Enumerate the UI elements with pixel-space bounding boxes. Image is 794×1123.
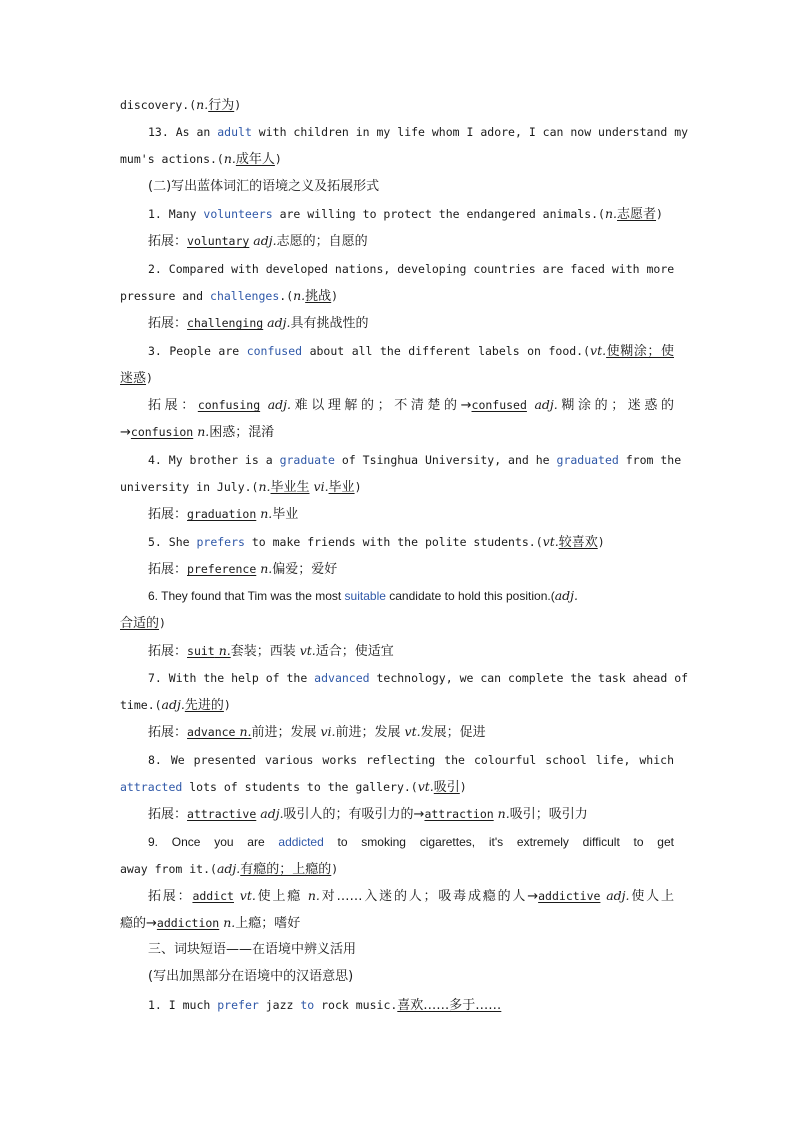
- text-line: [120, 776, 674, 798]
- text-span: ): [274, 152, 282, 166]
- meaning: 困惑；混淆: [209, 425, 275, 440]
- meaning: 使人上: [629, 889, 674, 904]
- part-of-speech: adj.: [256, 806, 284, 821]
- expansion-line: [148, 558, 674, 580]
- expansion-word: challenging: [187, 316, 264, 330]
- expansion-label: 拓展：: [148, 807, 188, 822]
- part-of-speech: n.: [258, 479, 271, 494]
- meaning: 糊涂的；迷惑的: [557, 398, 674, 413]
- text-span: 7. With the help of the: [148, 671, 315, 685]
- blue-vocab-word: prefer: [217, 998, 259, 1012]
- answer: 挑战: [305, 289, 332, 304]
- text-line: [148, 449, 682, 471]
- text-line: [120, 367, 674, 389]
- text-span: 4. My brother is a: [148, 453, 280, 467]
- text-span: ): [354, 480, 362, 494]
- expansion-word: confusing: [197, 398, 261, 412]
- blue-vocab-word: attracted: [120, 780, 183, 794]
- part-of-speech: n.: [223, 151, 236, 166]
- part-of-speech: adj.: [161, 697, 185, 712]
- text-span: ): [234, 98, 242, 112]
- meaning: 对……入迷的人；吸毒成瘾的人→: [319, 889, 539, 904]
- blue-vocab-word: addicted: [278, 835, 324, 849]
- part-of-speech: n.: [256, 561, 273, 576]
- text-span: discovery.(: [120, 98, 197, 112]
- expansion-label: 拓展：: [148, 644, 188, 659]
- part-of-speech: adj.: [600, 888, 630, 903]
- text-line: [120, 694, 674, 716]
- part-of-speech: adj.: [263, 315, 291, 330]
- blue-vocab-word: challenges: [210, 289, 280, 303]
- text-line: [148, 340, 674, 362]
- answer: 行为: [208, 98, 235, 113]
- expansion-line: [148, 312, 674, 334]
- answer: 毕业: [328, 480, 355, 495]
- blue-vocab-word: suitable: [344, 589, 386, 603]
- expansion-line: [148, 230, 674, 252]
- text-span: 1. Many: [148, 207, 204, 221]
- text-span: pressure and: [120, 289, 211, 303]
- text-line: [120, 612, 674, 634]
- blue-vocab-word: prefers: [196, 535, 245, 549]
- answer: 毕业生: [270, 480, 310, 495]
- text-span: of Tsinghua University, and he: [334, 453, 557, 467]
- expansion-word: addictive: [538, 889, 601, 903]
- part-of-speech: n.: [493, 806, 510, 821]
- text-span: technology, we can complete the task ahead of: [369, 671, 689, 685]
- part-of-speech: n.: [302, 888, 320, 903]
- text-span: time.(: [120, 698, 162, 712]
- expansion-word: voluntary: [187, 234, 250, 248]
- meaning: 吸引；吸引力: [509, 807, 588, 822]
- part-of-speech: vt.: [233, 888, 256, 903]
- text-line: 2. Compared with developed nations, developing countries are faced with more: [148, 262, 675, 276]
- meaning: 前进；发展: [251, 725, 317, 740]
- answer: 有瘾的；上瘾的: [240, 862, 332, 877]
- text-span: about all the different labels on food.(: [302, 344, 591, 358]
- section-heading: (二)写出蓝体词汇的语境之义及拓展形式: [148, 179, 380, 194]
- blue-vocab-word: graduated: [556, 453, 619, 467]
- part-of-speech: n.: [193, 424, 210, 439]
- meaning: 上瘾；嗜好: [235, 916, 301, 931]
- text-span: .(: [279, 289, 294, 303]
- part-of-speech: adj.: [526, 397, 558, 412]
- text-line: [148, 831, 674, 853]
- expansion-word: advance: [187, 725, 236, 739]
- expansion-line: [148, 803, 674, 825]
- expansion-word: confused: [471, 398, 527, 412]
- part-of-speech: adj.: [216, 861, 241, 876]
- section-heading: 三、词块短语——在语境中辨义活用: [148, 942, 357, 957]
- text-line: [148, 121, 689, 143]
- meaning: 发展；促进: [420, 725, 486, 740]
- part-of-speech: vt.: [590, 343, 607, 358]
- meaning: 偏爱；爱好: [272, 562, 338, 577]
- expansion-label: 拓展：: [148, 725, 188, 740]
- meaning: 套装；西装: [230, 644, 296, 659]
- part-of-speech: vt.: [417, 779, 434, 794]
- text-line: [148, 585, 674, 607]
- text-span: ): [223, 698, 231, 712]
- text-span: university in July.(: [120, 480, 259, 494]
- part-of-speech: vt.: [295, 643, 316, 658]
- expansion-label: 拓展：: [148, 889, 193, 904]
- expansion-word: preference: [187, 562, 257, 576]
- expansion-word: attractive: [187, 807, 257, 821]
- text-line: [148, 667, 689, 689]
- expansion-line: [120, 421, 674, 443]
- expansion-word: attraction: [424, 807, 494, 821]
- expansion-word: graduation: [187, 507, 257, 521]
- answer: 吸引: [433, 780, 460, 795]
- answer: 较喜欢: [558, 535, 598, 550]
- text-span: 5. She: [148, 535, 197, 549]
- expansion-label: 拓展：: [148, 234, 188, 249]
- meaning: 适合；使适宜: [315, 644, 394, 659]
- expansion-line: [148, 640, 674, 662]
- text-span: ): [656, 207, 663, 221]
- answer: 使糊涂；使: [606, 344, 674, 359]
- meaning: 毕业: [272, 507, 299, 522]
- part-of-speech: n.: [293, 288, 306, 303]
- meaning: 使上瘾: [255, 889, 303, 904]
- text-span: from the: [618, 453, 682, 467]
- expansion-line: [148, 503, 674, 525]
- expansion-label: 拓展：: [148, 507, 188, 522]
- text-span: mum's actions.(: [120, 152, 224, 166]
- answer: 喜欢……多于……: [397, 998, 502, 1013]
- text-line: [120, 94, 674, 116]
- text-line: [120, 148, 674, 170]
- text-span: are willing to protect the endangered animals.(: [272, 207, 605, 221]
- meaning: 瘾的→: [120, 916, 157, 931]
- text-line: 8. We presented various works reflecting the colourful school life, which: [148, 753, 674, 767]
- blue-vocab-word: graduate: [279, 453, 335, 467]
- answer: 合适的: [120, 616, 160, 631]
- answer: 迷惑: [120, 371, 147, 386]
- text-line: [120, 858, 674, 880]
- text-span: ): [331, 289, 339, 303]
- text-span: 13. As an: [148, 125, 218, 139]
- text-line: [148, 531, 674, 553]
- meaning: 志愿的；自愿的: [276, 234, 368, 249]
- text-span: 1. I much: [148, 998, 218, 1012]
- blue-vocab-word: volunteers: [203, 207, 273, 221]
- part-of-speech: vt.: [542, 534, 559, 549]
- expansion-label: 拓展：: [148, 398, 198, 413]
- text-line: [120, 476, 674, 498]
- section-note: (写出加黑部分在语境中的汉语意思): [148, 969, 354, 984]
- text-span: 6. They found that Tim was the most: [148, 589, 345, 603]
- part-of-speech: n.: [235, 724, 252, 739]
- part-of-speech: vi.: [309, 479, 329, 494]
- answer: 成年人: [235, 152, 275, 167]
- expansion-word: addict: [192, 889, 234, 903]
- text-span: rock music.: [314, 998, 398, 1012]
- expansion-line: [148, 721, 674, 743]
- expansion-word: confusion: [130, 425, 194, 439]
- blue-vocab-word: adult: [217, 125, 252, 139]
- expansion-label: 拓展：: [148, 316, 188, 331]
- text-span: 9. Once you are: [148, 835, 279, 849]
- text-line: [148, 994, 674, 1016]
- part-of-speech: adj.: [249, 233, 277, 248]
- part-of-speech: vt.: [400, 724, 421, 739]
- text-span: to smoking cigarettes, it's extremely difficult to get: [323, 835, 674, 849]
- text-span: candidate to hold this position.(: [385, 589, 555, 603]
- expansion-label: 拓展：: [148, 562, 188, 577]
- part-of-speech: n.: [604, 206, 618, 221]
- part-of-speech: vi.: [316, 724, 336, 739]
- blue-vocab-word: confused: [246, 344, 303, 358]
- answer: 志愿者: [617, 207, 657, 222]
- text-line: [148, 203, 674, 225]
- part-of-speech: n.: [214, 643, 231, 658]
- blue-vocab-word: to: [300, 998, 315, 1012]
- meaning: 难以理解的；不清楚的→: [291, 398, 472, 413]
- meaning: 前进；发展: [335, 725, 401, 740]
- arrow: →: [120, 425, 131, 440]
- text-span: ): [159, 616, 166, 630]
- text-span: ): [146, 371, 153, 385]
- part-of-speech: n.: [196, 97, 209, 112]
- text-span: to make friends with the polite students.(: [244, 535, 543, 549]
- expansion-line: [148, 885, 674, 907]
- text-span: lots of students to the gallery.(: [182, 780, 418, 794]
- text-span: ): [459, 780, 467, 794]
- answer: 先进的: [184, 698, 224, 713]
- part-of-speech: n.: [219, 915, 236, 930]
- part-of-speech: adj.: [554, 588, 579, 603]
- text-span: with children in my life whom I adore, I can now understand my: [251, 125, 689, 139]
- expansion-word: suit: [187, 644, 215, 658]
- expansion-word: addiction: [156, 916, 220, 930]
- blue-vocab-word: advanced: [314, 671, 370, 685]
- part-of-speech: adj.: [260, 397, 292, 412]
- text-span: away from it.(: [120, 862, 217, 876]
- text-span: ): [331, 862, 339, 876]
- text-span: jazz: [258, 998, 301, 1012]
- expansion-line: [120, 912, 674, 934]
- meaning: 具有挑战性的: [290, 316, 369, 331]
- part-of-speech: n.: [256, 506, 273, 521]
- text-span: 3. People are: [148, 344, 247, 358]
- meaning: 吸引人的；有吸引力的→: [283, 807, 425, 822]
- text-span: ): [597, 535, 605, 549]
- expansion-line: [148, 394, 674, 416]
- text-line: [120, 285, 674, 307]
